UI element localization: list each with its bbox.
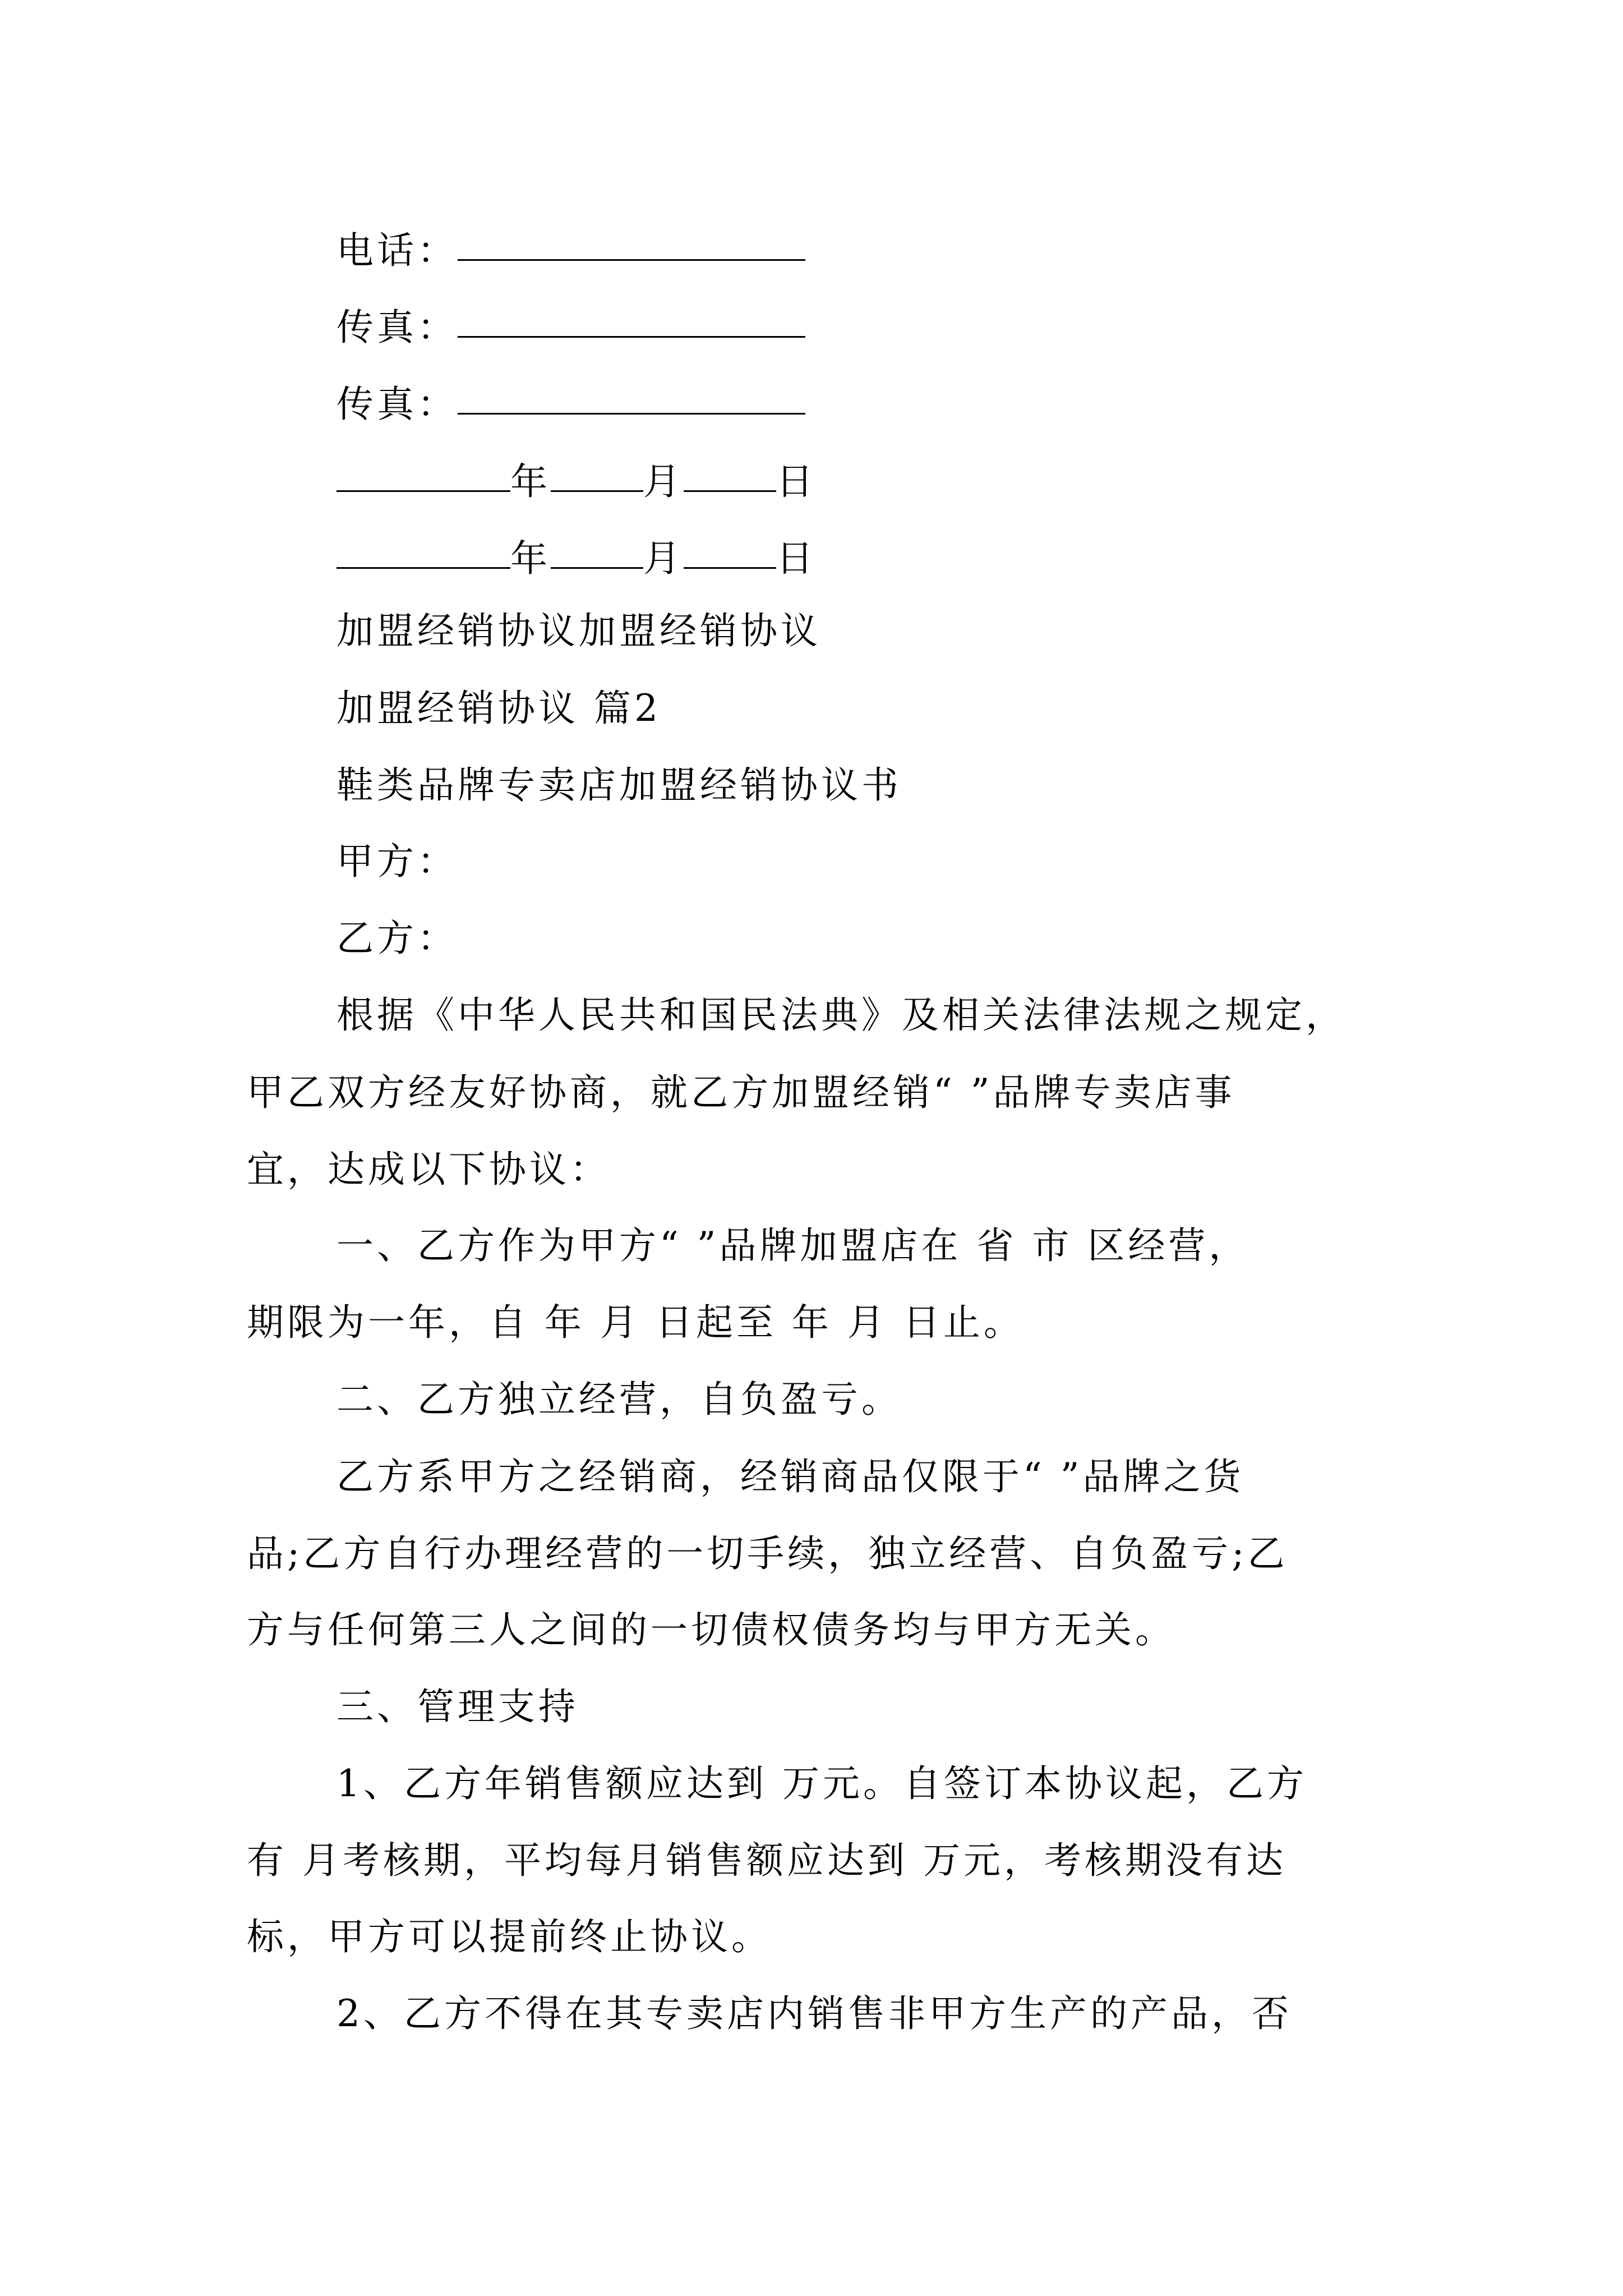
date-line-1 xyxy=(336,460,817,503)
month-blank xyxy=(551,535,643,569)
fax-blank-2 xyxy=(458,380,805,415)
year-blank xyxy=(336,458,510,492)
fax-line-2 xyxy=(336,383,805,426)
item-2-line-1: 2、乙方不得在其专卖店内销售非甲方生产的产品，否 xyxy=(336,1992,1292,2035)
fax-label-1: 传真： xyxy=(336,306,458,349)
month-label: 月 xyxy=(643,537,684,580)
year-label: 年 xyxy=(510,537,551,580)
day-blank xyxy=(684,458,776,492)
month-label: 月 xyxy=(643,460,684,503)
item-1-line-3: 标，甲方可以提前终止协议。 xyxy=(247,1915,772,1958)
repeat-title: 加盟经销协议加盟经销协议 xyxy=(336,609,821,652)
clause-1-line-2: 期限为一年，自 年 月 日起至 年 月 日止。 xyxy=(247,1301,1024,1344)
month-blank xyxy=(551,458,643,492)
clause-3-heading: 三、管理支持 xyxy=(336,1685,579,1728)
year-blank xyxy=(336,535,510,569)
section-title: 加盟经销协议 篇2 xyxy=(336,687,661,730)
item-1-line-1: 1、乙方年销售额应达到 万元。自签订本协议起，乙方 xyxy=(336,1762,1307,1805)
clause-2-heading: 二、乙方独立经营，自负盈亏。 xyxy=(336,1378,902,1421)
clause-1-line-1: 一、乙方作为甲方“ ”品牌加盟店在 省 市 区经营， xyxy=(336,1224,1249,1267)
intro-line-1: 根据《中华人民共和国民法典》及相关法律法规之规定， xyxy=(336,993,1346,1037)
phone-line xyxy=(336,229,805,272)
phone-blank xyxy=(458,227,805,261)
intro-line-2: 甲乙双方经友好协商，就乙方加盟经销“ ”品牌专卖店事 xyxy=(247,1071,1235,1114)
item-1-line-2: 有 月考核期，平均每月销售额应达到 万元，考核期没有达 xyxy=(247,1839,1287,1882)
phone-label: 电话： xyxy=(336,229,458,272)
clause-2-text-1: 乙方系甲方之经销商，经销商品仅限于“ ”品牌之货 xyxy=(336,1455,1244,1498)
fax-label-2: 传真： xyxy=(336,383,458,426)
intro-line-3: 宜，达成以下协议： xyxy=(247,1148,610,1191)
day-label: 日 xyxy=(776,537,817,580)
fax-line-1 xyxy=(336,306,805,349)
day-label: 日 xyxy=(776,460,817,503)
fax-blank-1 xyxy=(458,303,805,338)
day-blank xyxy=(684,535,776,569)
party-a: 甲方： xyxy=(336,840,458,883)
year-label: 年 xyxy=(510,460,551,503)
agreement-title: 鞋类品牌专卖店加盟经销协议书 xyxy=(336,763,902,807)
party-b: 乙方： xyxy=(336,917,458,960)
clause-2-text-2: 品;乙方自行办理经营的一切手续，独立经营、自负盈亏;乙 xyxy=(247,1532,1288,1575)
clause-2-text-3: 方与任何第三人之间的一切债权债务均与甲方无关。 xyxy=(247,1608,1175,1651)
date-line-2 xyxy=(336,537,817,580)
